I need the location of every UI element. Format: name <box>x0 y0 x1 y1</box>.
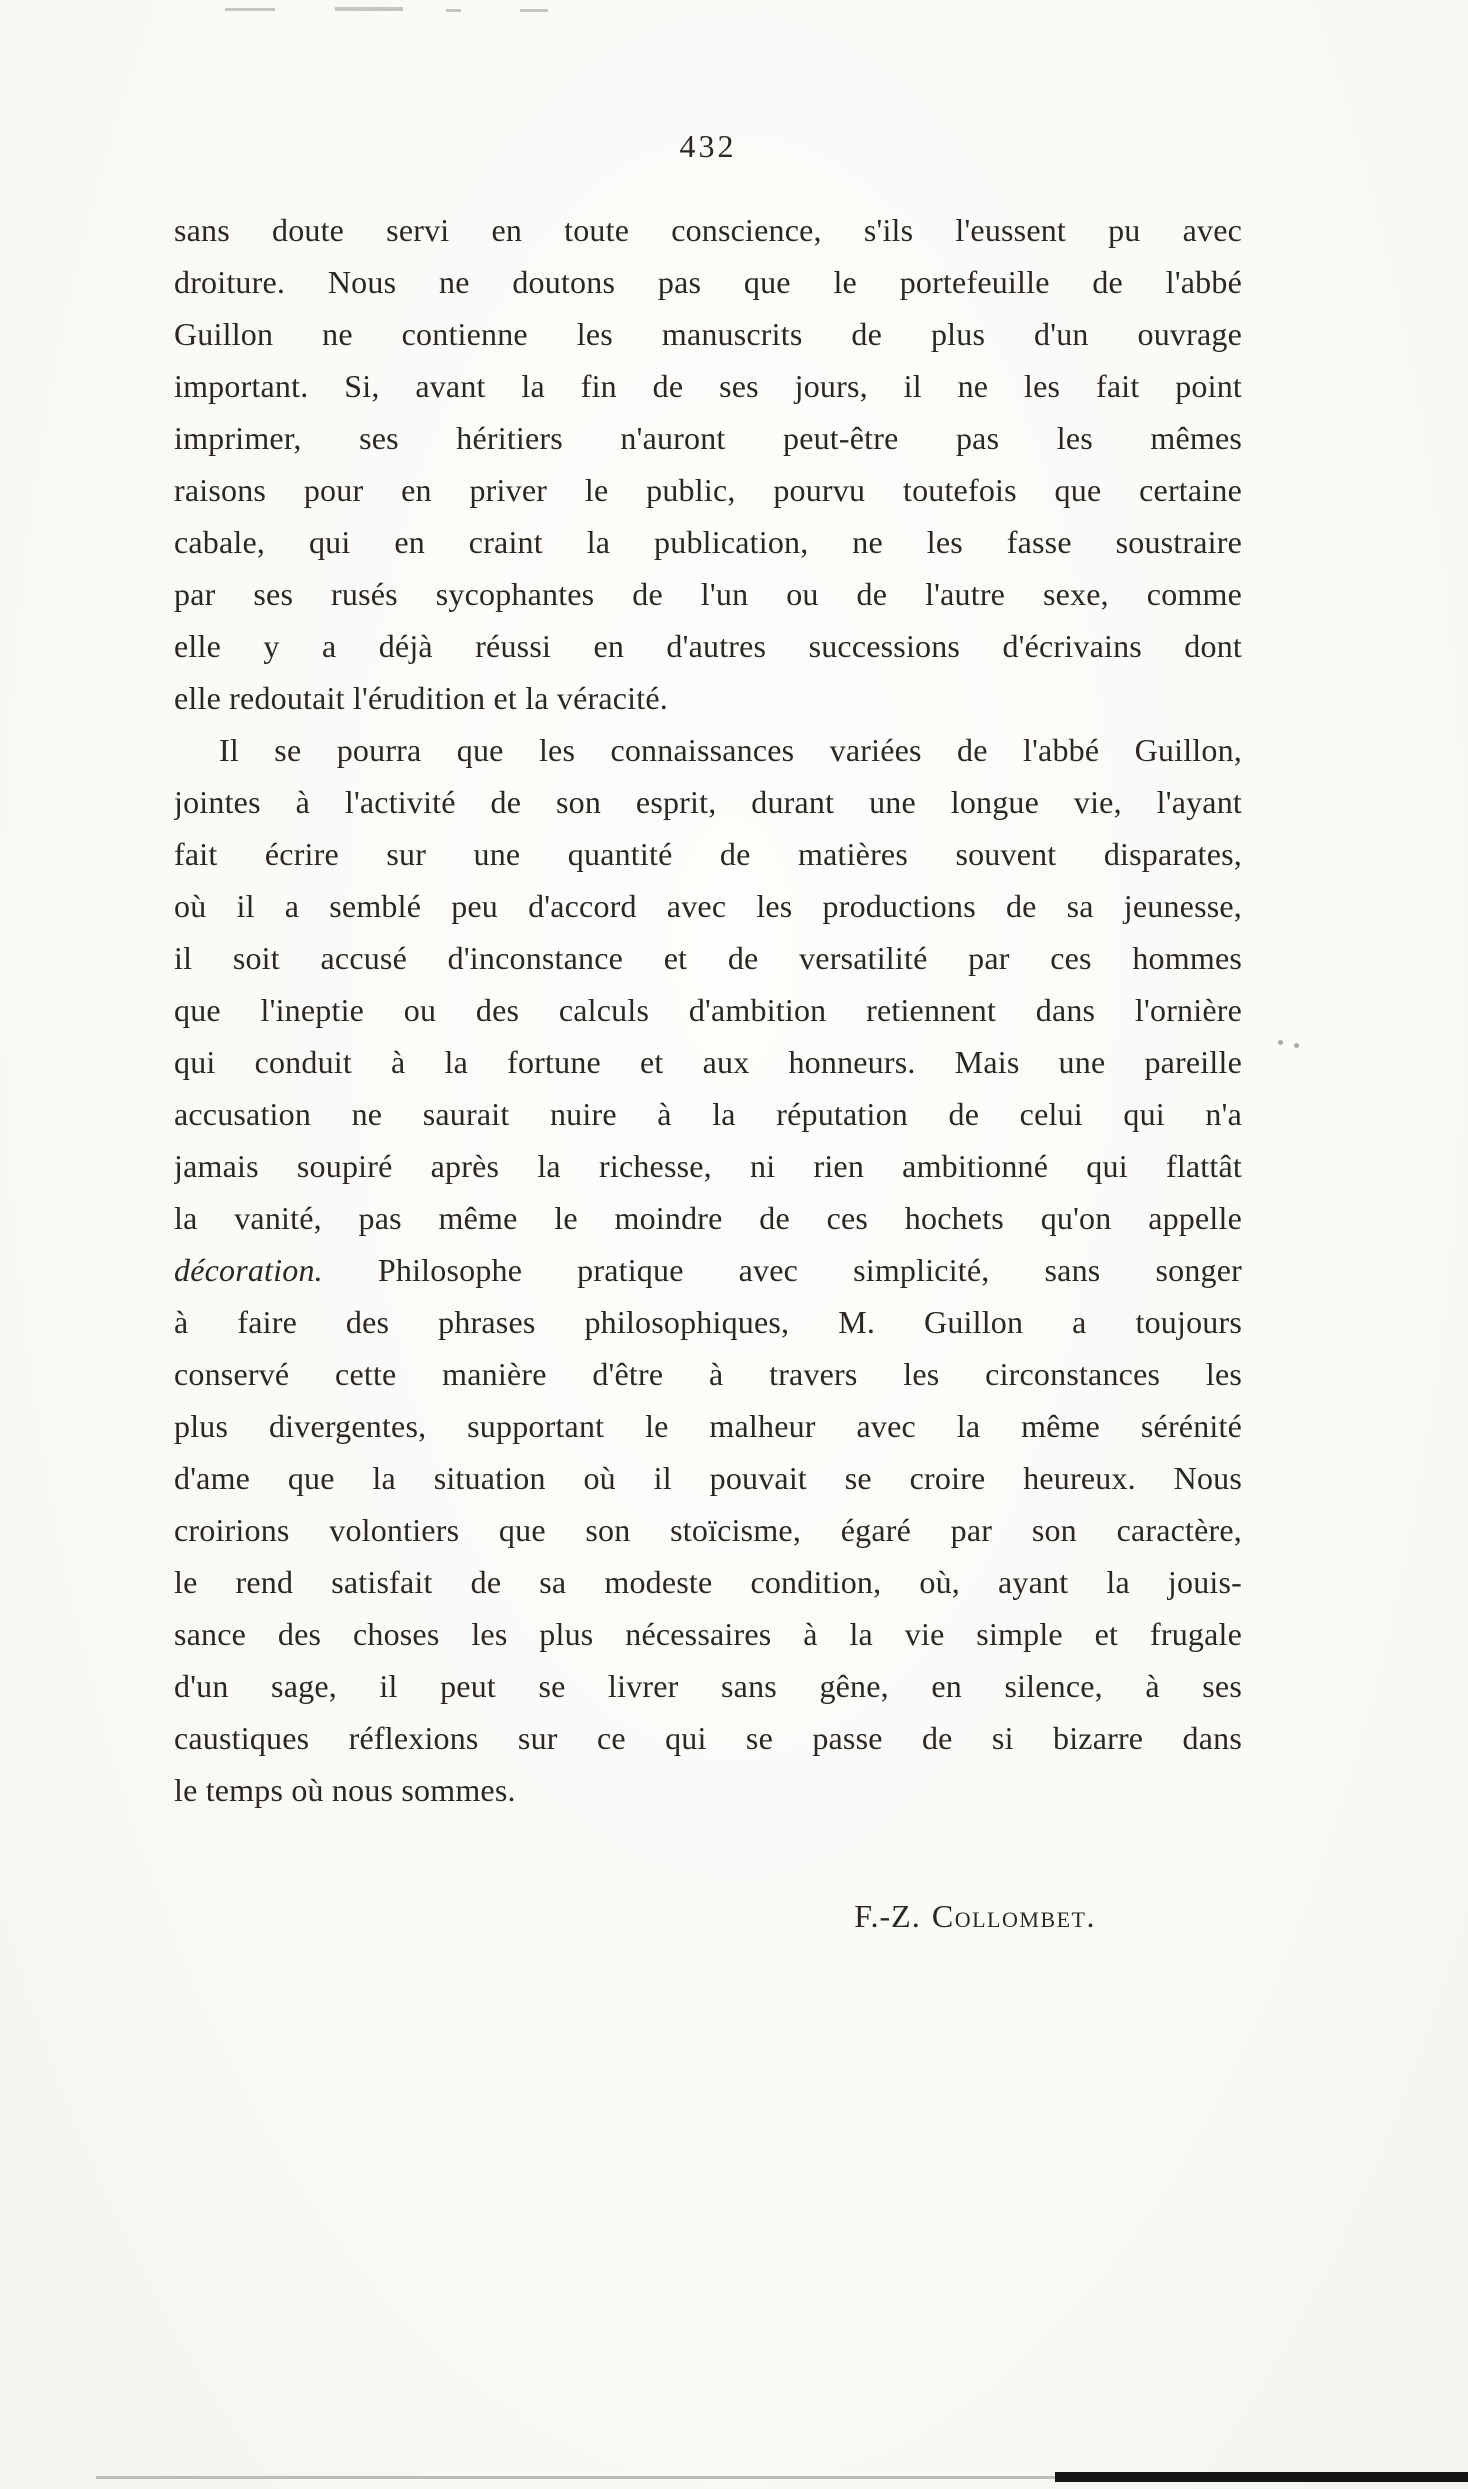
scan-artifact-dash <box>520 9 548 12</box>
text-line <box>174 932 1242 984</box>
text-line <box>174 1400 1242 1452</box>
text-segment: que l'ineptie ou des calculs d'ambition retiennent dans l'ornière <box>174 992 1242 1028</box>
text-line <box>174 1504 1242 1556</box>
text-segment: par ses rusés sycophantes de l'un ou de l'autre sexe, comme <box>174 576 1242 612</box>
page-number: 432 <box>679 128 737 164</box>
text-segment: accusation ne saurait nuire à la réputation de celui qui n'a <box>174 1096 1242 1132</box>
text-line <box>174 360 1242 412</box>
text-segment: le temps où nous sommes. <box>174 1772 516 1808</box>
text-segment: elle redoutait l'érudition et la véracité. <box>174 680 668 716</box>
text-line <box>174 1088 1242 1140</box>
text-line <box>174 1556 1242 1608</box>
scan-artifact-dots <box>1278 1040 1283 1045</box>
text-line <box>174 1140 1242 1192</box>
text-segment: d'un sage, il peut se livrer sans gêne, en silence, à ses <box>174 1668 1242 1704</box>
text-segment: imprimer, ses héritiers n'auront peut-être pas les mêmes <box>174 420 1242 456</box>
scan-artifact-bottom-light <box>96 2476 1060 2479</box>
text-segment: cabale, qui en craint la publication, ne les fasse soustraire <box>174 524 1242 560</box>
text-line <box>174 620 1242 672</box>
text-segment: jamais soupiré après la richesse, ni rien ambitionné qui flattât <box>174 1148 1242 1184</box>
text-segment: le rend satisfait de sa modeste condition, où, ayant la jouis- <box>174 1564 1242 1600</box>
paragraphs <box>174 204 1242 1816</box>
text-line <box>174 1660 1242 1712</box>
text-segment: Guillon ne contienne les manuscrits de plus d'un ouvrage <box>174 316 1242 352</box>
text-segment: d'ame que la situation où il pouvait se croire heureux. Nous <box>174 1460 1242 1496</box>
scan-artifact-bottom-dark <box>1055 2472 1468 2482</box>
text-segment: sans doute servi en toute conscience, s'ils l'eussent pu avec <box>174 212 1242 248</box>
text-line <box>174 880 1242 932</box>
text-segment: à faire des phrases philosophiques, M. Guillon a toujours <box>174 1304 1242 1340</box>
text-segment: conservé cette manière d'être à travers les circonstances les <box>174 1356 1242 1392</box>
text-line <box>174 1764 1242 1816</box>
text-segment: important. Si, avant la fin de ses jours, il ne les fait point <box>174 368 1242 404</box>
text-segment: où il a semblé peu d'accord avec les productions de sa jeunesse, <box>174 888 1242 924</box>
scan-artifact-dash <box>335 7 403 11</box>
text-line <box>174 1244 1242 1296</box>
text-line <box>174 516 1242 568</box>
text-segment: raisons pour en priver le public, pourvu toutefois que certaine <box>174 472 1242 508</box>
text-block <box>174 204 1242 1942</box>
text-segment: caustiques réflexions sur ce qui se passe de si bizarre dans <box>174 1720 1242 1756</box>
text-line <box>174 308 1242 360</box>
text-line <box>174 568 1242 620</box>
text-segment: plus divergentes, supportant le malheur avec la même sérénité <box>174 1408 1242 1444</box>
text-line <box>174 1348 1242 1400</box>
text-segment: qui conduit à la fortune et aux honneurs. Mais une pareille <box>174 1044 1242 1080</box>
text-line <box>174 828 1242 880</box>
scan-artifact-dash <box>225 8 275 11</box>
text-line <box>174 1712 1242 1764</box>
text-segment: jointes à l'activité de son esprit, durant une longue vie, l'ayant <box>174 784 1242 820</box>
text-line <box>174 412 1242 464</box>
text-line <box>174 464 1242 516</box>
signature-initials: F.-Z. <box>854 1898 921 1934</box>
text-line <box>174 1192 1242 1244</box>
text-segment: Philosophe pratique avec simplicité, sans songer <box>322 1252 1242 1288</box>
scan-artifact-dash <box>446 9 461 12</box>
signature-surname: Collombet. <box>931 1898 1096 1934</box>
text-line <box>174 1036 1242 1088</box>
paragraph <box>174 724 1242 1816</box>
text-segment: il soit accusé d'inconstance et de versatilité par ces hommes <box>174 940 1242 976</box>
text-line <box>174 1452 1242 1504</box>
text-line <box>174 724 1242 776</box>
text-line <box>174 984 1242 1036</box>
text-line <box>174 1608 1242 1660</box>
text-segment: fait écrire sur une quantité de matières souvent disparates, <box>174 836 1242 872</box>
text-segment: la vanité, pas même le moindre de ces hochets qu'on appelle <box>174 1200 1242 1236</box>
signature <box>174 1890 1242 1942</box>
text-segment: sance des choses les plus nécessaires à la vie simple et frugale <box>174 1616 1242 1652</box>
text-segment: droiture. Nous ne doutons pas que le portefeuille de l'abbé <box>174 264 1242 300</box>
text-line <box>174 1296 1242 1348</box>
text-segment: Il se pourra que les connaissances variées de l'abbé Guillon, <box>219 732 1242 768</box>
text-line <box>174 204 1242 256</box>
text-segment: croirions volontiers que son stoïcisme, égaré par son caractère, <box>174 1512 1242 1548</box>
text-line <box>174 256 1242 308</box>
italic-text-segment: décoration. <box>174 1252 323 1288</box>
paragraph <box>174 204 1242 724</box>
text-line <box>174 776 1242 828</box>
text-segment: elle y a déjà réussi en d'autres successions d'écrivains dont <box>174 628 1242 664</box>
text-line <box>174 672 1242 724</box>
